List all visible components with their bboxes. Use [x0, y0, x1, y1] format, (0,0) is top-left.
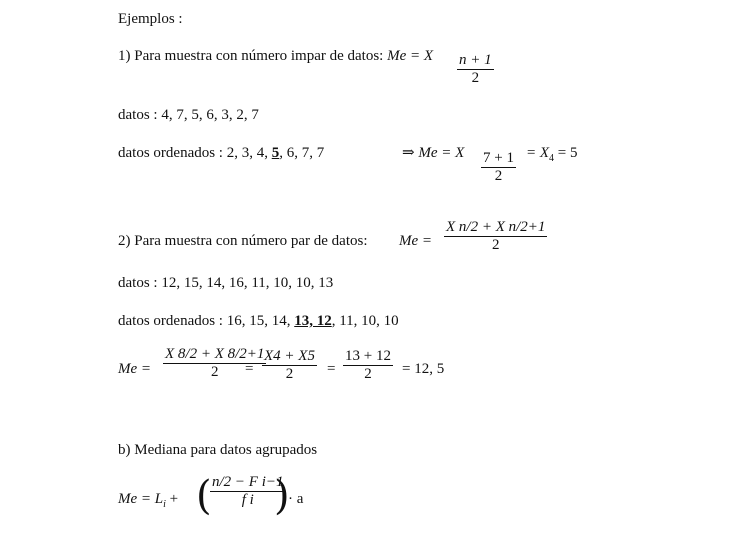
- ex1-ordenados-row: [118, 144, 324, 162]
- ex1-title: 1) Para muestra con número impar de datos:: [118, 48, 384, 64]
- ex1-datos-row: [118, 106, 259, 124]
- grouped-formula-lhs: [118, 490, 178, 514]
- ex1-result-den: 2: [494, 168, 503, 184]
- ex2-calc-den2: 2: [285, 366, 294, 382]
- ex1-subscript-fraction: [457, 52, 494, 87]
- grouped-title: b) Mediana para datos agrupados: [118, 442, 318, 458]
- ex1-formula-lhs: Me = X: [387, 48, 434, 64]
- ex2-calc-result: = 12, 5: [402, 361, 445, 377]
- ex1-formula-num: n + 1: [459, 52, 492, 68]
- ex1-result-lhs-text: ⇒ Me = X: [402, 145, 465, 161]
- ex1-formula-den: 2: [471, 70, 480, 86]
- ex2-datos-row: [118, 274, 333, 292]
- ex1-ordenados-median: 5: [271, 145, 280, 161]
- ex2-ordenados-pre: 16, 15, 14,: [226, 313, 291, 329]
- ex2-calc-frac2: [262, 348, 317, 383]
- grouped-lhs-text: Me = L: [118, 491, 164, 507]
- ex1-ordenados-pre: 2, 3, 4,: [226, 145, 268, 161]
- ex2-calc-den3: 2: [364, 366, 372, 382]
- ex2-formula-den: 2: [491, 237, 500, 253]
- ex2-title: 2) Para muestra con número par de datos:: [118, 233, 368, 249]
- ex2-ordenados-label: datos ordenados :: [118, 313, 223, 329]
- ex2-calc-den1: 2: [210, 364, 219, 380]
- ex1-result-value: = 5: [557, 145, 578, 161]
- ex1-datos-values: 4, 7, 5, 6, 3, 2, 7: [161, 107, 259, 123]
- heading: Ejemplos :: [118, 11, 183, 27]
- grouped-tail: · a: [288, 491, 304, 507]
- ex2-calc-lhs: Me =: [118, 361, 152, 377]
- ex1-datos-label: datos :: [118, 107, 158, 123]
- ex1-ordenados-label: datos ordenados :: [118, 145, 223, 161]
- ex2-calc-eq1: =: [245, 361, 254, 377]
- ex2-calc-eq2: =: [327, 361, 336, 377]
- ex1-result-rhs-text: = X: [526, 145, 550, 161]
- ex2-datos-values: 12, 15, 14, 16, 11, 10, 10, 13: [161, 275, 334, 291]
- ex1-result-num: 7 + 1: [483, 150, 514, 166]
- ex1-result-sub: 4: [549, 153, 555, 164]
- grouped-paren-left: (: [196, 473, 212, 519]
- ex2-ordenados-row: [118, 312, 399, 330]
- ex2-calc-num1: X 8/2 + X 8/2+1: [165, 346, 265, 362]
- ex1-ordenados-post: , 6, 7, 7: [279, 145, 325, 161]
- ex2-formula-lhs: Me =: [399, 233, 433, 249]
- grouped-plus: +: [169, 491, 179, 507]
- grouped-inner-den: f i: [241, 492, 254, 508]
- ex2-ordenados-median: 13, 12: [294, 313, 332, 329]
- ex1-result-fraction: [481, 150, 516, 185]
- ex2-calc-num3: 13 + 12: [345, 348, 391, 364]
- ex1-result-lhs: [402, 144, 464, 162]
- ex2-formula-num: X n/2 + X n/2+1: [446, 219, 546, 235]
- ex1-result-rhs: [526, 144, 578, 168]
- ex2-calc-frac3: [343, 348, 393, 383]
- ex2-formula-fraction: [444, 219, 547, 254]
- ex2-calc-num2: X4 + X5: [264, 348, 315, 364]
- ex1-title-row: [118, 47, 433, 65]
- ex2-datos-label: datos :: [118, 275, 158, 291]
- ex2-ordenados-post: , 11, 10, 10: [331, 313, 399, 329]
- grouped-inner-num: n/2 − F i−1: [212, 474, 284, 490]
- grouped-lhs-sub: i: [163, 499, 166, 510]
- grouped-paren-right: ): [274, 473, 290, 519]
